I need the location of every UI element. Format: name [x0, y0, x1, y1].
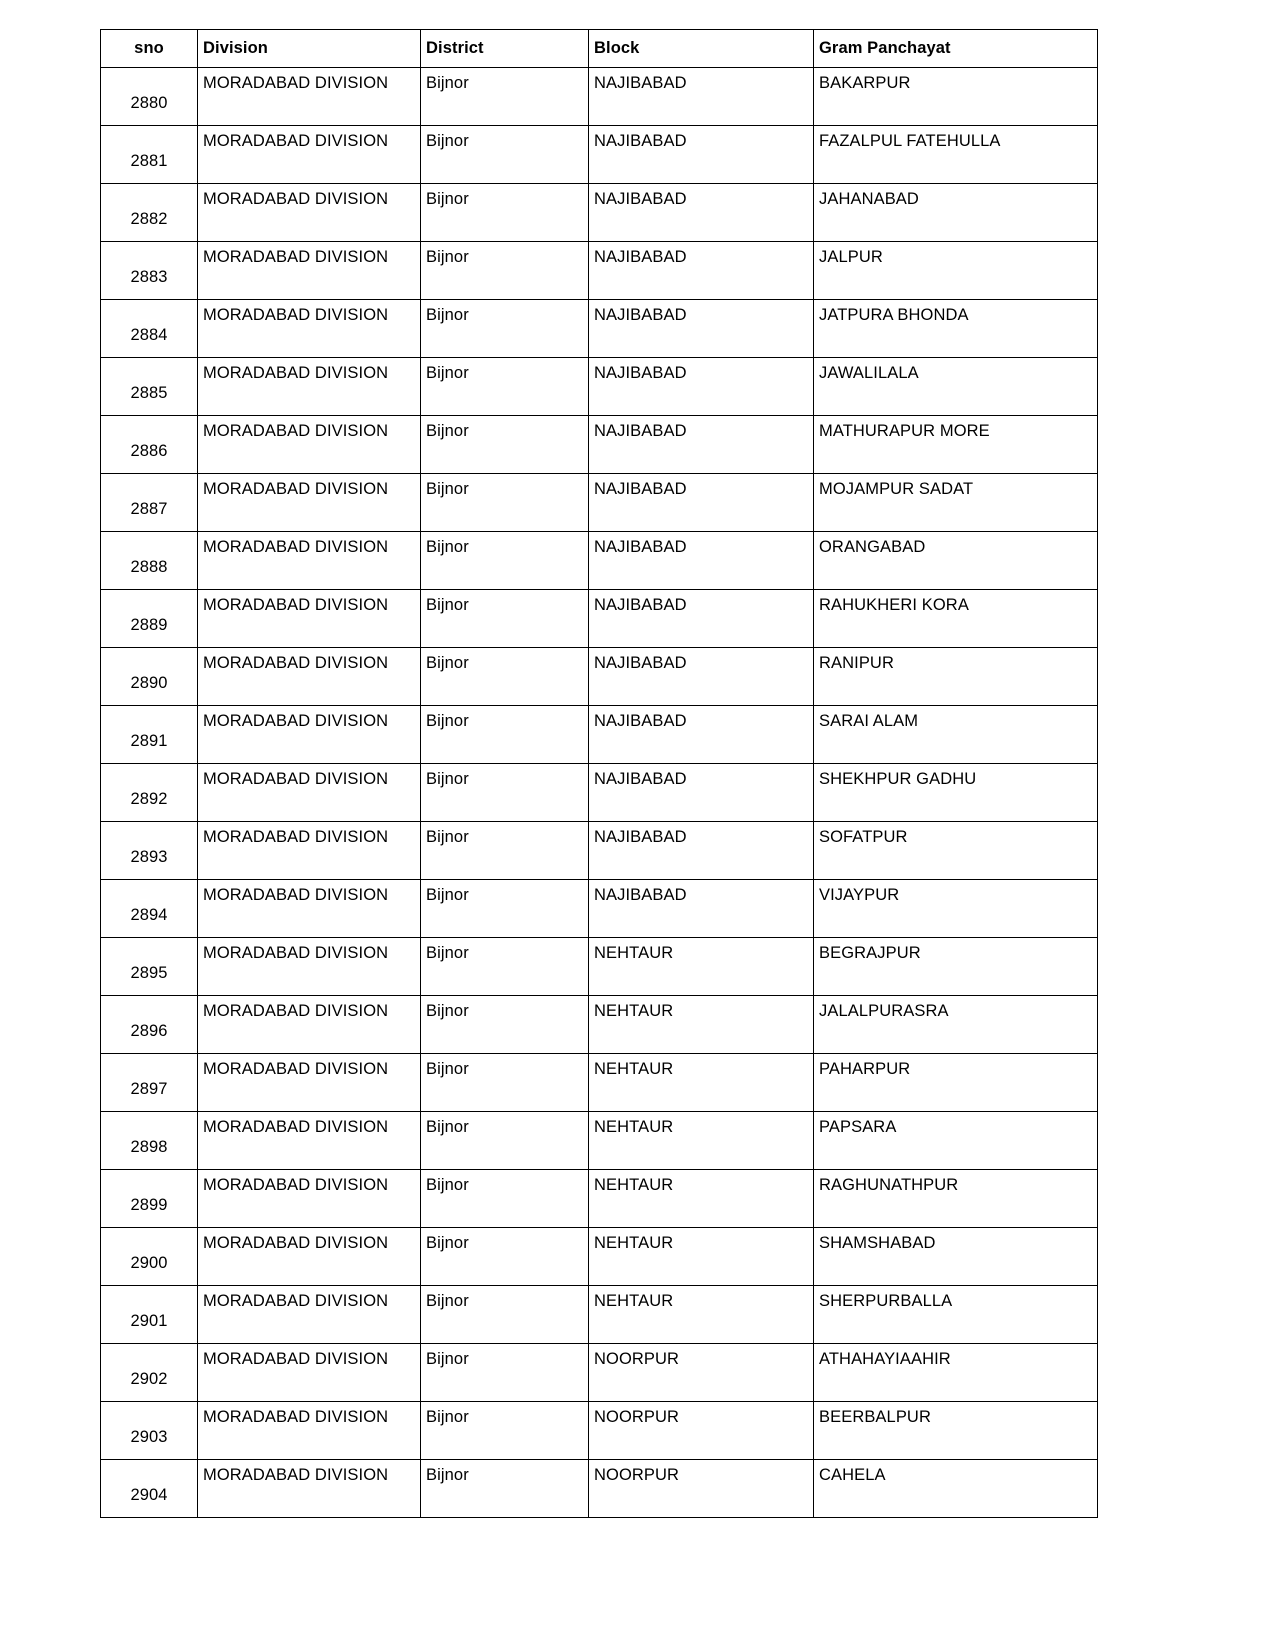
cell-gram-panchayat: JAHANABAD	[814, 184, 1098, 242]
cell-sno	[101, 358, 198, 416]
table-row	[101, 1460, 1098, 1518]
sno-value: 2888	[130, 557, 168, 576]
cell-block: NEHTAUR	[589, 996, 814, 1054]
cell-sno	[101, 532, 198, 590]
cell-sno	[101, 1170, 198, 1228]
cell-district: Bijnor	[421, 1344, 589, 1402]
cell-block: NAJIBABAD	[589, 822, 814, 880]
cell-division: MORADABAD DIVISION	[198, 1170, 421, 1228]
table-row	[101, 1112, 1098, 1170]
table-body	[101, 68, 1098, 1518]
cell-block: NEHTAUR	[589, 1170, 814, 1228]
cell-block: NAJIBABAD	[589, 300, 814, 358]
cell-gram-panchayat: SHAMSHABAD	[814, 1228, 1098, 1286]
cell-sno	[101, 1402, 198, 1460]
cell-division: MORADABAD DIVISION	[198, 242, 421, 300]
cell-division: MORADABAD DIVISION	[198, 706, 421, 764]
cell-block: NAJIBABAD	[589, 416, 814, 474]
cell-district: Bijnor	[421, 1460, 589, 1518]
cell-gram-panchayat: PAPSARA	[814, 1112, 1098, 1170]
cell-gram-panchayat: SARAI ALAM	[814, 706, 1098, 764]
table-row	[101, 1228, 1098, 1286]
cell-district: Bijnor	[421, 184, 589, 242]
sno-value: 2900	[130, 1253, 168, 1272]
column-header-block: Block	[589, 30, 814, 68]
table-row	[101, 648, 1098, 706]
cell-sno	[101, 1054, 198, 1112]
cell-district: Bijnor	[421, 300, 589, 358]
table-row	[101, 764, 1098, 822]
table-row	[101, 184, 1098, 242]
sno-value: 2883	[130, 267, 168, 286]
sno-value: 2884	[130, 325, 168, 344]
cell-gram-panchayat: CAHELA	[814, 1460, 1098, 1518]
cell-block: NAJIBABAD	[589, 358, 814, 416]
cell-division: MORADABAD DIVISION	[198, 184, 421, 242]
cell-district: Bijnor	[421, 126, 589, 184]
cell-sno	[101, 1112, 198, 1170]
table-row	[101, 358, 1098, 416]
cell-gram-panchayat: SOFATPUR	[814, 822, 1098, 880]
sno-value: 2903	[130, 1427, 168, 1446]
cell-district: Bijnor	[421, 68, 589, 126]
cell-division: MORADABAD DIVISION	[198, 416, 421, 474]
table-header	[101, 30, 1098, 68]
table-header-row	[101, 30, 1098, 68]
cell-district: Bijnor	[421, 474, 589, 532]
cell-gram-panchayat: VIJAYPUR	[814, 880, 1098, 938]
cell-block: NAJIBABAD	[589, 532, 814, 590]
cell-district: Bijnor	[421, 1228, 589, 1286]
gram-panchayat-table-container	[100, 29, 1097, 1518]
cell-sno	[101, 706, 198, 764]
cell-district: Bijnor	[421, 1112, 589, 1170]
sno-value: 2881	[130, 151, 168, 170]
cell-district: Bijnor	[421, 1054, 589, 1112]
cell-division: MORADABAD DIVISION	[198, 1460, 421, 1518]
cell-block: NEHTAUR	[589, 1054, 814, 1112]
table-row	[101, 1054, 1098, 1112]
table-row	[101, 126, 1098, 184]
cell-block: NOORPUR	[589, 1460, 814, 1518]
cell-sno	[101, 184, 198, 242]
cell-sno	[101, 300, 198, 358]
cell-division: MORADABAD DIVISION	[198, 996, 421, 1054]
table-row	[101, 1286, 1098, 1344]
cell-gram-panchayat: RAHUKHERI KORA	[814, 590, 1098, 648]
cell-division: MORADABAD DIVISION	[198, 68, 421, 126]
cell-district: Bijnor	[421, 938, 589, 996]
column-header-gram-panchayat: Gram Panchayat	[814, 30, 1098, 68]
table-row	[101, 880, 1098, 938]
table-row	[101, 822, 1098, 880]
sno-value: 2896	[130, 1021, 168, 1040]
table-row	[101, 242, 1098, 300]
cell-sno	[101, 416, 198, 474]
sno-value: 2901	[130, 1311, 168, 1330]
table-row	[101, 1344, 1098, 1402]
cell-division: MORADABAD DIVISION	[198, 764, 421, 822]
cell-gram-panchayat: RANIPUR	[814, 648, 1098, 706]
cell-gram-panchayat: JAWALILALA	[814, 358, 1098, 416]
cell-division: MORADABAD DIVISION	[198, 126, 421, 184]
cell-block: NAJIBABAD	[589, 68, 814, 126]
sno-value: 2892	[130, 789, 168, 808]
cell-sno	[101, 242, 198, 300]
sno-value: 2887	[130, 499, 168, 518]
cell-sno	[101, 590, 198, 648]
table-row	[101, 706, 1098, 764]
cell-division: MORADABAD DIVISION	[198, 300, 421, 358]
cell-sno	[101, 1344, 198, 1402]
cell-gram-panchayat: ATHAHAYIAAHIR	[814, 1344, 1098, 1402]
cell-district: Bijnor	[421, 996, 589, 1054]
cell-division: MORADABAD DIVISION	[198, 1054, 421, 1112]
cell-district: Bijnor	[421, 242, 589, 300]
cell-division: MORADABAD DIVISION	[198, 590, 421, 648]
cell-block: NEHTAUR	[589, 1228, 814, 1286]
cell-block: NEHTAUR	[589, 938, 814, 996]
cell-district: Bijnor	[421, 822, 589, 880]
cell-sno	[101, 880, 198, 938]
cell-gram-panchayat: BAKARPUR	[814, 68, 1098, 126]
cell-division: MORADABAD DIVISION	[198, 1344, 421, 1402]
cell-sno	[101, 1228, 198, 1286]
cell-sno	[101, 1460, 198, 1518]
cell-gram-panchayat: BEGRAJPUR	[814, 938, 1098, 996]
sno-value: 2897	[130, 1079, 168, 1098]
cell-sno	[101, 996, 198, 1054]
cell-block: NAJIBABAD	[589, 764, 814, 822]
cell-gram-panchayat: JALALPURASRA	[814, 996, 1098, 1054]
cell-district: Bijnor	[421, 764, 589, 822]
table-row	[101, 300, 1098, 358]
cell-gram-panchayat: MOJAMPUR SADAT	[814, 474, 1098, 532]
table-row	[101, 474, 1098, 532]
cell-district: Bijnor	[421, 532, 589, 590]
sno-value: 2898	[130, 1137, 168, 1156]
cell-district: Bijnor	[421, 706, 589, 764]
cell-block: NAJIBABAD	[589, 242, 814, 300]
cell-sno	[101, 764, 198, 822]
cell-block: NAJIBABAD	[589, 474, 814, 532]
cell-district: Bijnor	[421, 1170, 589, 1228]
table-row	[101, 1170, 1098, 1228]
sno-value: 2899	[130, 1195, 168, 1214]
cell-block: NAJIBABAD	[589, 706, 814, 764]
table-row	[101, 416, 1098, 474]
sno-value: 2902	[130, 1369, 168, 1388]
cell-division: MORADABAD DIVISION	[198, 648, 421, 706]
gram-panchayat-table	[100, 29, 1098, 1518]
table-row	[101, 532, 1098, 590]
column-header-division: Division	[198, 30, 421, 68]
cell-division: MORADABAD DIVISION	[198, 1286, 421, 1344]
cell-district: Bijnor	[421, 358, 589, 416]
cell-district: Bijnor	[421, 590, 589, 648]
cell-sno	[101, 938, 198, 996]
cell-gram-panchayat: BEERBALPUR	[814, 1402, 1098, 1460]
cell-gram-panchayat: JATPURA BHONDA	[814, 300, 1098, 358]
cell-sno	[101, 474, 198, 532]
sno-value: 2891	[130, 731, 168, 750]
sno-value: 2889	[130, 615, 168, 634]
sno-value: 2890	[130, 673, 168, 692]
sno-value: 2893	[130, 847, 168, 866]
cell-block: NEHTAUR	[589, 1112, 814, 1170]
cell-district: Bijnor	[421, 416, 589, 474]
cell-division: MORADABAD DIVISION	[198, 358, 421, 416]
cell-block: NAJIBABAD	[589, 126, 814, 184]
sno-value: 2895	[130, 963, 168, 982]
sno-value: 2885	[130, 383, 168, 402]
cell-division: MORADABAD DIVISION	[198, 474, 421, 532]
cell-division: MORADABAD DIVISION	[198, 532, 421, 590]
cell-gram-panchayat: SHERPURBALLA	[814, 1286, 1098, 1344]
cell-gram-panchayat: JALPUR	[814, 242, 1098, 300]
cell-gram-panchayat: FAZALPUL FATEHULLA	[814, 126, 1098, 184]
cell-block: NAJIBABAD	[589, 648, 814, 706]
cell-division: MORADABAD DIVISION	[198, 1112, 421, 1170]
cell-division: MORADABAD DIVISION	[198, 880, 421, 938]
cell-gram-panchayat: ORANGABAD	[814, 532, 1098, 590]
cell-sno	[101, 126, 198, 184]
cell-sno	[101, 822, 198, 880]
column-header-district: District	[421, 30, 589, 68]
sno-value: 2904	[130, 1485, 168, 1504]
cell-gram-panchayat: PAHARPUR	[814, 1054, 1098, 1112]
cell-district: Bijnor	[421, 880, 589, 938]
cell-district: Bijnor	[421, 1402, 589, 1460]
sno-value: 2882	[130, 209, 168, 228]
cell-division: MORADABAD DIVISION	[198, 1228, 421, 1286]
sno-value: 2880	[130, 93, 168, 112]
table-row	[101, 938, 1098, 996]
cell-gram-panchayat: SHEKHPUR GADHU	[814, 764, 1098, 822]
cell-block: NAJIBABAD	[589, 590, 814, 648]
cell-division: MORADABAD DIVISION	[198, 822, 421, 880]
column-header-sno: sno	[101, 30, 198, 68]
sno-value: 2894	[130, 905, 168, 924]
table-row	[101, 996, 1098, 1054]
table-row	[101, 68, 1098, 126]
cell-district: Bijnor	[421, 1286, 589, 1344]
cell-block: NOORPUR	[589, 1402, 814, 1460]
cell-sno	[101, 648, 198, 706]
cell-division: MORADABAD DIVISION	[198, 1402, 421, 1460]
cell-gram-panchayat: MATHURAPUR MORE	[814, 416, 1098, 474]
cell-block: NAJIBABAD	[589, 184, 814, 242]
table-row	[101, 1402, 1098, 1460]
sno-value: 2886	[130, 441, 168, 460]
cell-district: Bijnor	[421, 648, 589, 706]
cell-division: MORADABAD DIVISION	[198, 938, 421, 996]
cell-sno	[101, 68, 198, 126]
cell-block: NOORPUR	[589, 1344, 814, 1402]
table-row	[101, 590, 1098, 648]
cell-sno	[101, 1286, 198, 1344]
cell-block: NAJIBABAD	[589, 880, 814, 938]
cell-block: NEHTAUR	[589, 1286, 814, 1344]
cell-gram-panchayat: RAGHUNATHPUR	[814, 1170, 1098, 1228]
